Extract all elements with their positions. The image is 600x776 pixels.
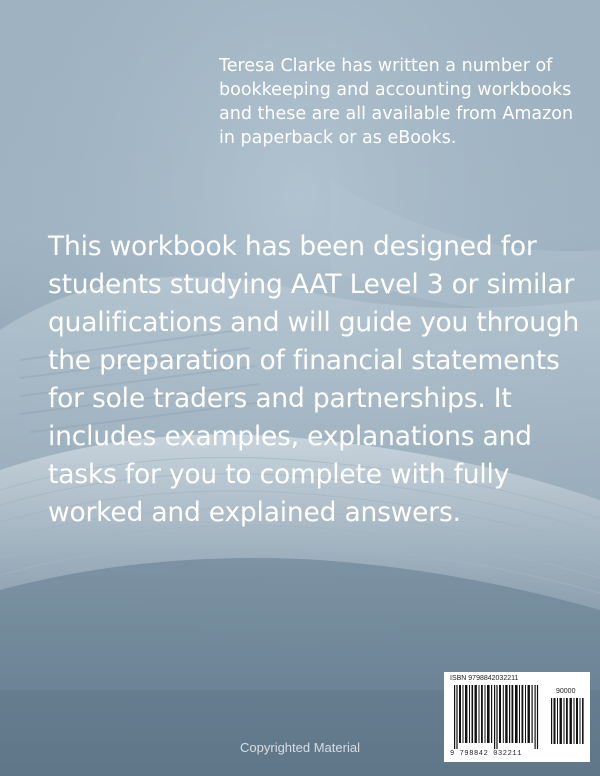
barcode-digits: 9 798842 032211 bbox=[450, 750, 523, 758]
isbn-label: ISBN 9798842032211 bbox=[450, 675, 519, 682]
copyright-watermark: Copyrighted Material bbox=[240, 740, 360, 755]
author-blurb: Teresa Clarke has written a number of bookkeeping and accounting workbooks and these are all available from Amazon in paperback or as eBooks. bbox=[219, 56, 574, 148]
price-code: 90000 bbox=[556, 688, 576, 695]
book-description: This workbook has been designed for students studying AAT Level 3 or similar qualifications and will guide you through the preparation of financial statements for sole traders and partnerships. It includes examples, explanations and tasks for you to complete with fully worked and explained answers. bbox=[48, 231, 580, 528]
